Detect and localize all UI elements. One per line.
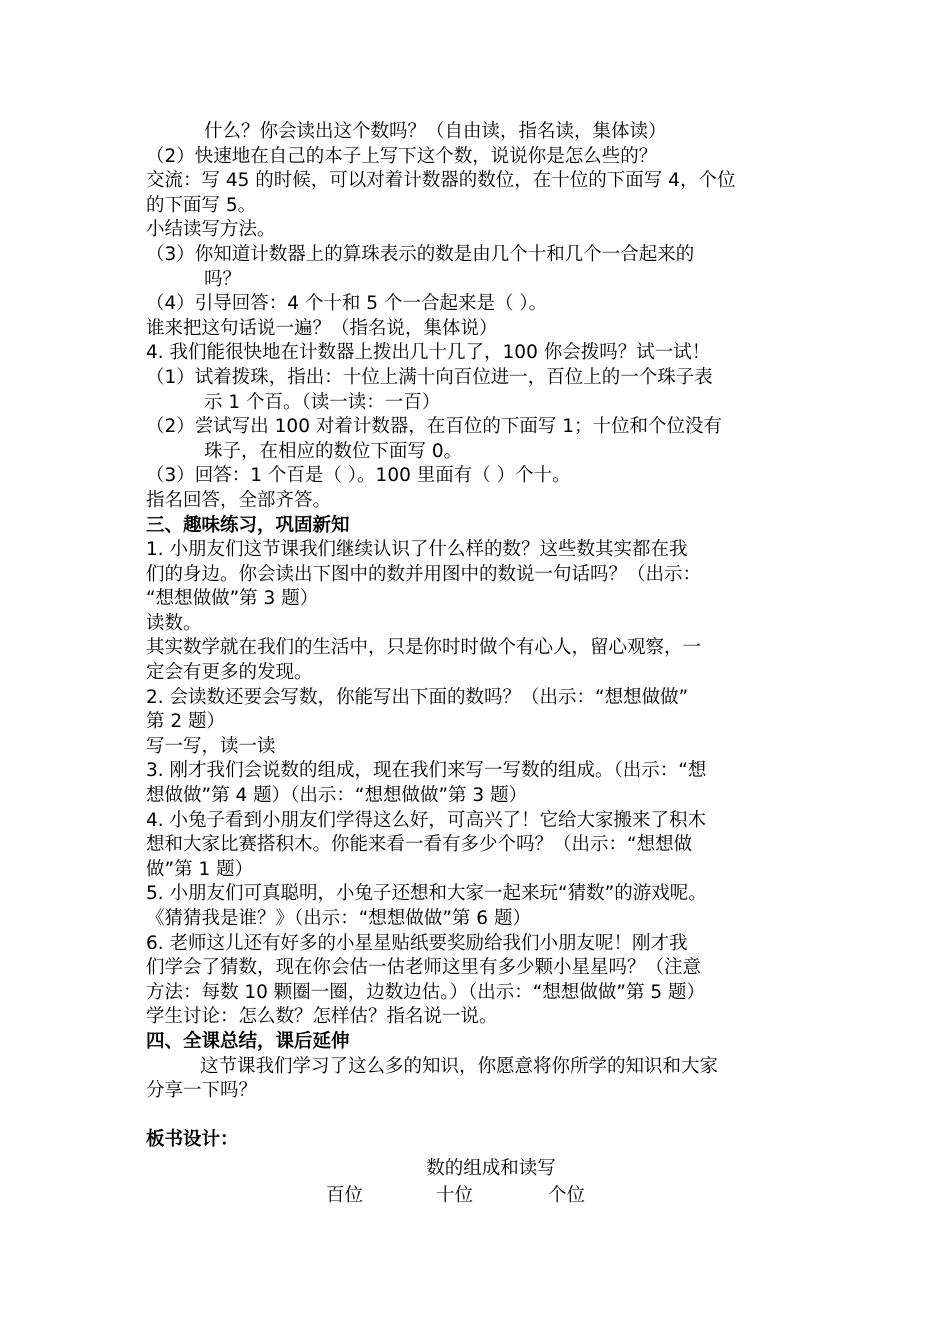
text-line: 4. 我们能很快地在计数器上拨出几十几了，100 你会拨吗？试一试！ bbox=[146, 342, 711, 364]
text-line: 3. 刚才我们会说数的组成，现在我们来写一写数的组成。（出示：“想 bbox=[146, 760, 707, 782]
text-line: 学生讨论：怎么数？怎样估？指名说一说。 bbox=[146, 1006, 498, 1028]
text-line: 1. 小朋友们这节课我们继续认识了什么样的数？这些数其实都在我 bbox=[146, 539, 688, 561]
document-page bbox=[146, 120, 816, 1208]
board-column-ones: 个位 bbox=[548, 1184, 586, 1206]
text-line: 示 1 个百。（读一读：一百） bbox=[204, 391, 441, 413]
text-line: 指名回答，全部齐答。 bbox=[146, 489, 332, 511]
text-line: 吗？ bbox=[204, 268, 242, 290]
board-label: 板书设计： bbox=[146, 1129, 239, 1151]
text-line: 交流：写 45 的时候，可以对着计数器的数位，在十位的下面写 4，个位 bbox=[146, 170, 736, 192]
board-columns bbox=[146, 1184, 816, 1209]
section-heading: 四、全课总结，课后延伸 bbox=[146, 1030, 350, 1052]
text-line: 其实数学就在我们的生活中，只是你时时做个有心人，留心观察，一 bbox=[146, 637, 702, 659]
text-line: 分享一下吗？ bbox=[146, 1080, 258, 1102]
text-line: 这节课我们学习了这么多的知识，你愿意将你所学的知识和大家 bbox=[200, 1055, 719, 1077]
text-line: （4）引导回答：4 个十和 5 个一合起来是（ ）。 bbox=[146, 293, 548, 315]
text-line: 5. 小朋友们可真聪明，小兔子还想和大家一起来玩“猜数”的游戏呢。 bbox=[146, 883, 707, 905]
text-line: 想做做”第 4 题）（出示：“想想做做”第 3 题） bbox=[146, 785, 528, 807]
text-line: 第 2 题） bbox=[146, 711, 226, 733]
text-line: 的下面写 5。 bbox=[146, 194, 257, 216]
text-line: 们学会了猜数，现在你会估一估老师这里有多少颗小星星吗？（注意 bbox=[146, 957, 702, 979]
text-line: （2）快速地在自己的本子上写下这个数，说说你是怎么些的？ bbox=[146, 145, 658, 167]
text-line: （3）回答：1 个百是（ ）。100 里面有（ ）个十。 bbox=[146, 465, 571, 487]
text-line: 方法：每数 10 颗圈一圈，边数边估。）（出示：“想想做做”第 5 题） bbox=[146, 981, 706, 1003]
spacer bbox=[146, 1104, 816, 1129]
text-line: 谁来把这句话说一遍？（指名说，集体说） bbox=[146, 317, 498, 339]
text-line: 2. 会读数还要会写数，你能写出下面的数吗？（出示：“想想做做” bbox=[146, 686, 689, 708]
text-line: （1）试着拨珠，指出：十位上满十向百位进一，百位上的一个珠子表 bbox=[146, 366, 713, 388]
text-line: 定会有更多的发现。 bbox=[146, 662, 313, 684]
text-line: 们的身边。你会读出下图中的数并用图中的数说一句话吗？（出示： bbox=[146, 563, 702, 585]
text-line: 小结读写方法。 bbox=[146, 219, 276, 241]
text-line: 读数。 bbox=[146, 612, 202, 634]
text-line: 什么？你会读出这个数吗？（自由读，指名读，集体读） bbox=[204, 121, 667, 142]
text-line: 4. 小兔子看到小朋友们学得这么好，可高兴了！它给大家搬来了积木 bbox=[146, 809, 707, 831]
text-line: 想和大家比赛搭积木。你能来看一看有多少个吗？（出示：“想想做 bbox=[146, 834, 693, 856]
text-line: 做”第 1 题） bbox=[146, 858, 254, 880]
text-line: （2）尝试写出 100 对着计数器，在百位的下面写 1；十位和个位没有 bbox=[146, 416, 722, 438]
board-title: 数的组成和读写 bbox=[426, 1157, 556, 1179]
text-line: 写一写，读一读 bbox=[146, 735, 276, 757]
text-line: （3）你知道计数器上的算珠表示的数是由几个十和几个一合起来的 bbox=[146, 243, 695, 265]
text-line: 6. 老师这儿还有好多的小星星贴纸要奖励给我们小朋友呢！刚才我 bbox=[146, 932, 688, 954]
board-column-tens: 十位 bbox=[436, 1184, 474, 1206]
text-line: “想想做做”第 3 题） bbox=[146, 588, 319, 610]
text-line: 珠子，在相应的数位下面写 0。 bbox=[204, 440, 463, 462]
board-column-hundreds: 百位 bbox=[326, 1184, 364, 1206]
text-line: 《猜猜我是谁？》（出示：“想想做做”第 6 题） bbox=[146, 908, 531, 929]
section-heading: 三、趣味练习，巩固新知 bbox=[146, 514, 350, 536]
